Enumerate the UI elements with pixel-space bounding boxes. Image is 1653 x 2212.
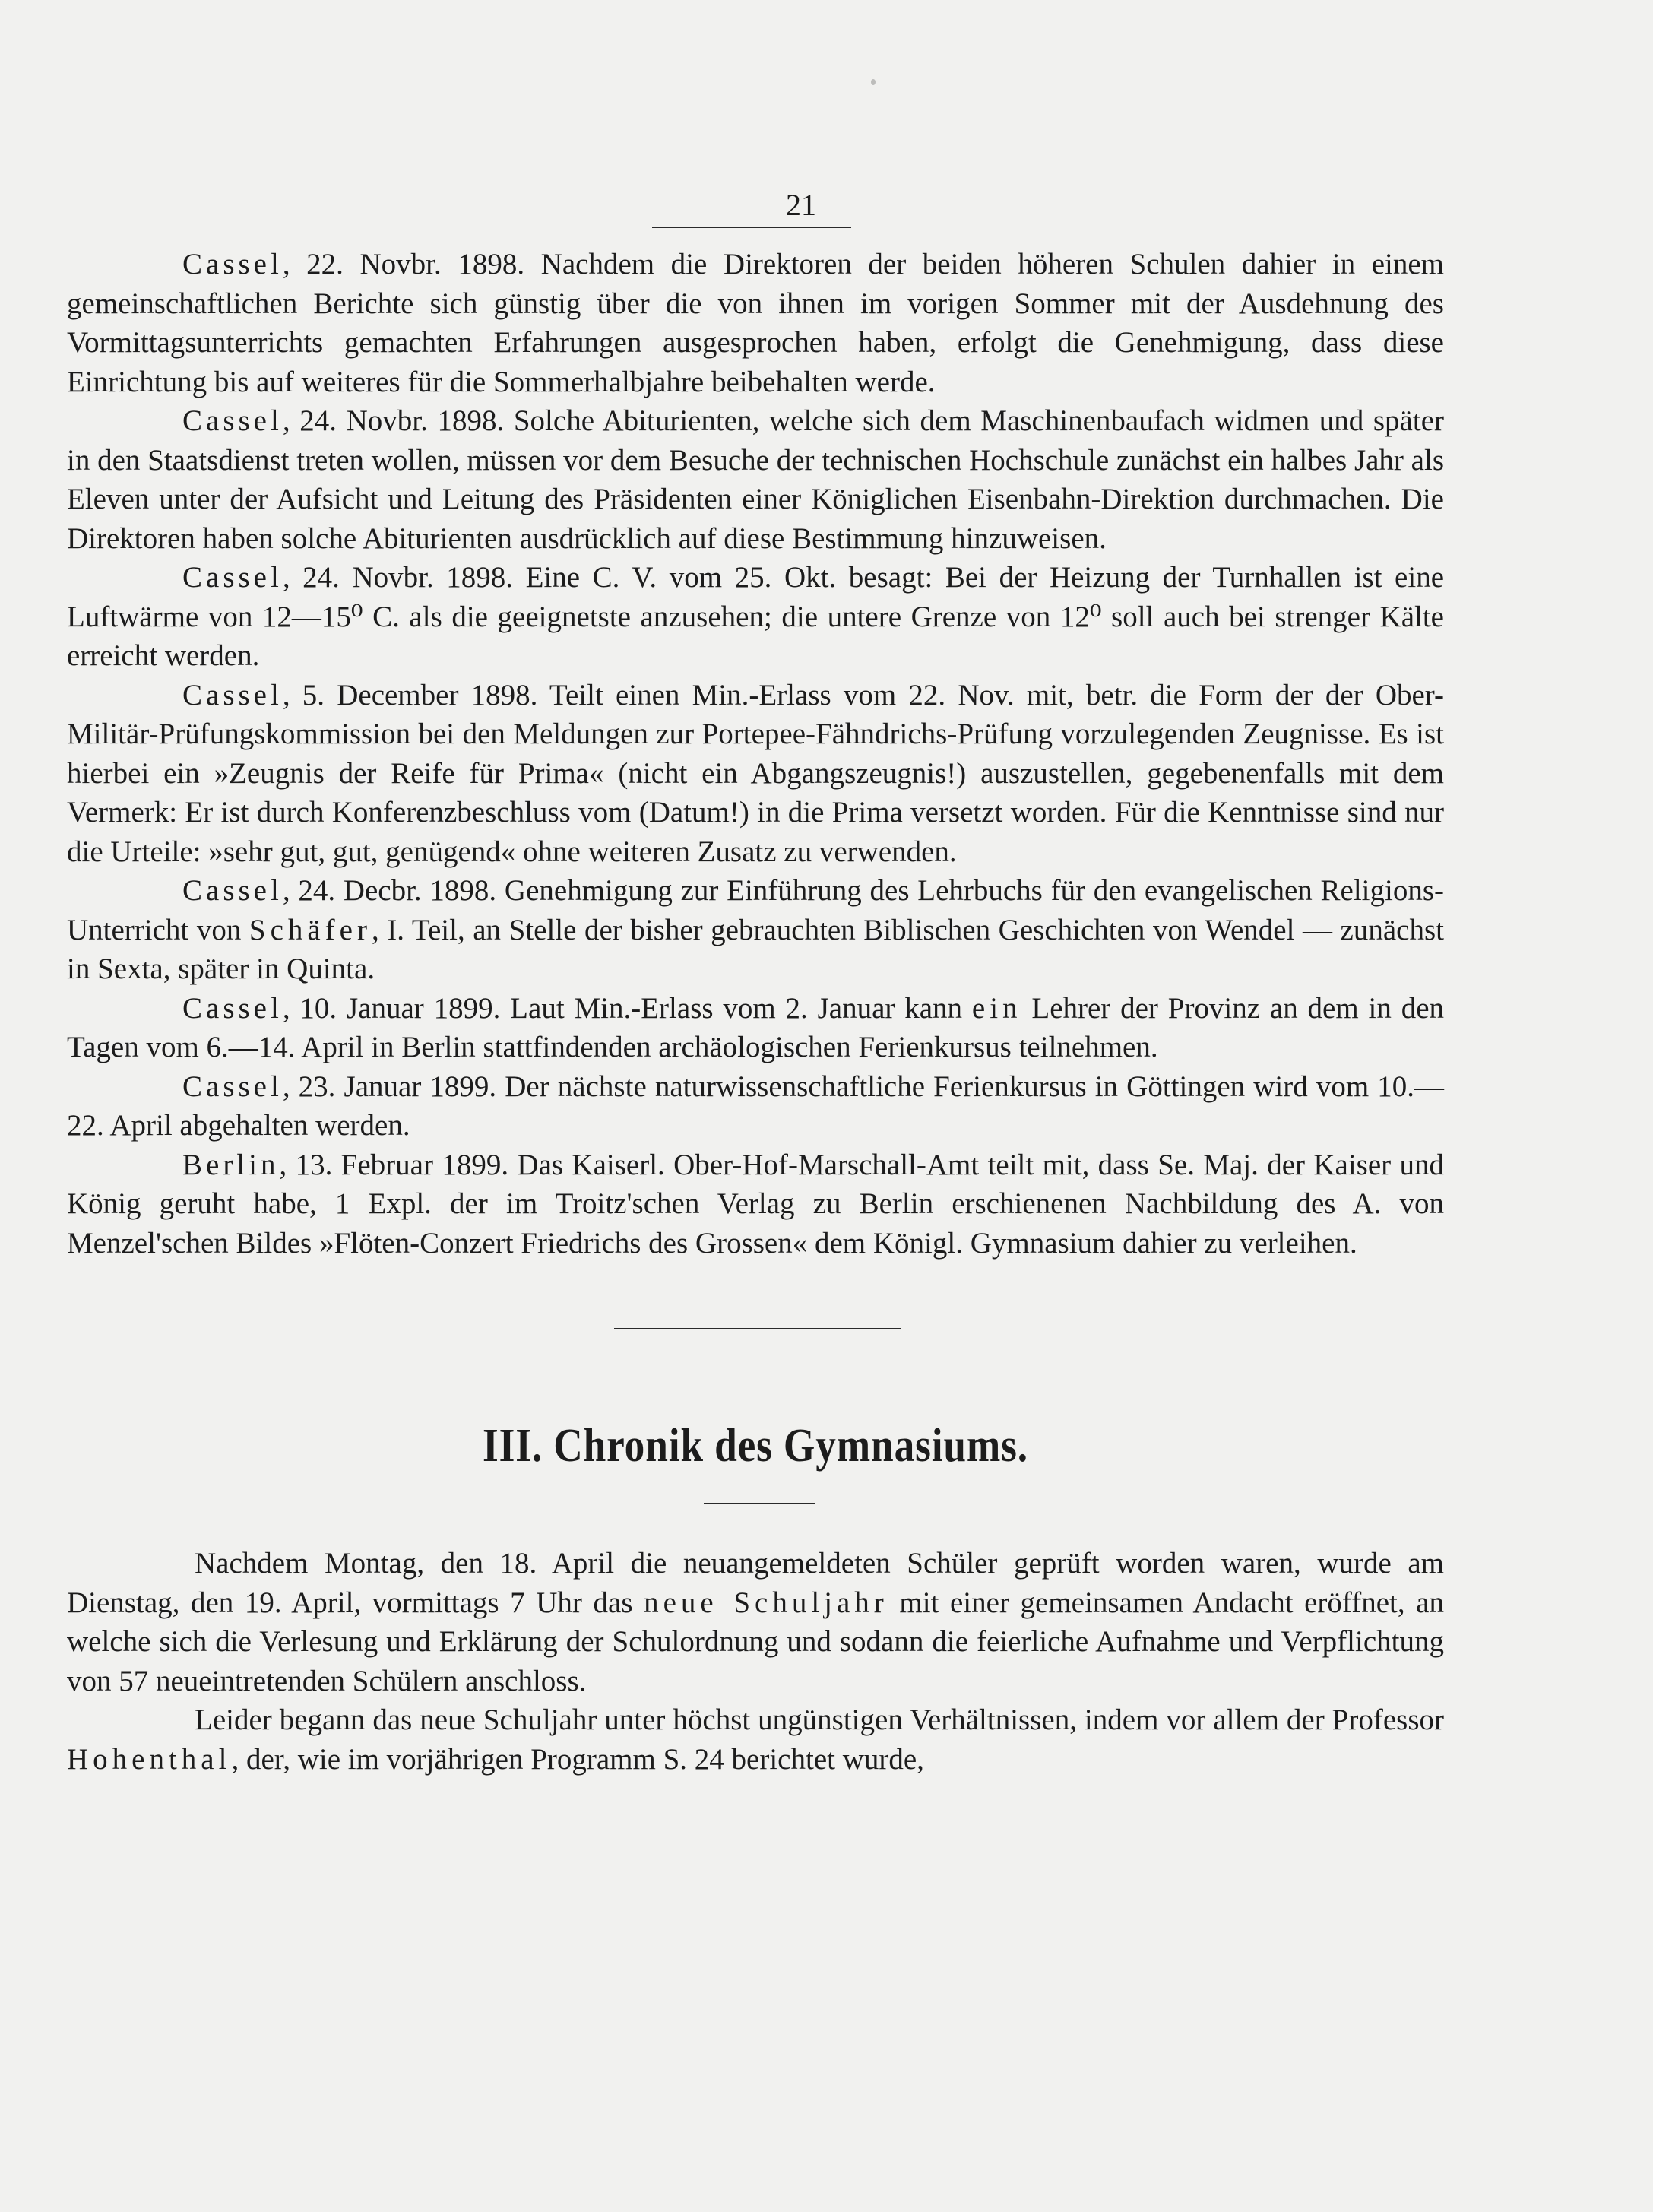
document-page xyxy=(67,190,1444,1779)
decree-place: Cassel xyxy=(182,874,283,907)
decree-place: Cassel xyxy=(182,678,283,711)
decree-paragraph xyxy=(67,245,1444,401)
section-heading: III. Chronik des Gymnasiums. xyxy=(483,1420,1028,1472)
section-divider xyxy=(614,1328,901,1329)
heading-rule xyxy=(704,1503,815,1504)
decree-text: , 10. Januar 1899. Laut Min.-Erlass vom 2. Januar kann xyxy=(282,991,972,1025)
decree-place: Cassel xyxy=(182,1070,283,1103)
decree-paragraph xyxy=(67,1146,1444,1263)
spaced-name: Schäfer xyxy=(249,913,372,946)
decree-text: , 5. December 1898. Teilt einen Min.-Erlass vom 22. Nov. mit, betr. die Form der der Ober-Militär-Prüfungskommission bei den Meldungen zur Portepee-Fähndrichs-Prüfung vorzulegenden Zeugnisse. Es ist hierbei ein »Zeugnis der Reife für Prima« (nicht ein Abgangszeugnis!) auszustellen, gegebenenfalls mit dem Vermerk: Er ist durch Konferenzbeschluss vom (Datum!) in die Prima versetzt worden. Für die Kenntnisse sind nur die Urteile: »sehr gut, gut, genügend« ohne weiteren Zusatz zu verwenden. xyxy=(67,678,1444,868)
paper-speck xyxy=(871,79,876,85)
spaced-word: ein xyxy=(971,991,1022,1025)
chronicle-text-part: Nachdem Montag, den 18. April die neuangemeldeten Schüler geprüft worden waren, wurde am Dienstag, den 19. April, vormittags 7 Uhr das xyxy=(67,1547,1444,1619)
decree-paragraph xyxy=(67,401,1444,558)
decree-place: Cassel xyxy=(182,404,283,437)
decree-text: , 24. Novbr. 1898. Eine C. V. vom 25. Okt. besagt: Bei der Heizung der Turnhallen ist eine Luftwärme von 12—15⁰ C. als die geeignetste anzusehen; die untere Grenze von 12⁰ soll auch bei strenger Kälte erreicht werden. xyxy=(67,561,1444,672)
decree-text: Lehrer der Provinz an dem in den Tagen vom 6.—14. April in Berlin stattfindenden archäologischen Ferienkursus teilnehmen. xyxy=(67,991,1445,1063)
decree-text: , 13. Februar 1899. Das Kaiserl. Ober-Hof-Marschall-Amt teilt mit, dass Se. Maj. der Kaiser und König geruht habe, 1 Expl. der im Troitz'schen Verlag zu Berlin erschienenen Nachbildung des A. von Menzel'schen Bildes »Flöten-Conzert Friedrichs des Grossen« dem Königl. Gymnasium dahier zu verleihen. xyxy=(67,1148,1444,1260)
decree-paragraph xyxy=(67,558,1444,676)
decree-text: , I. Teil, an Stelle der bisher gebrauchten Biblischen Geschichten von Wendel — zunächst in Sexta, später in Quinta. xyxy=(67,913,1444,985)
decree-text: , 22. Novbr. 1898. Nachdem die Direktoren der beiden höheren Schulen dahier in einem gemeinschaftlichen Berichte sich günstig über die von ihnen im vorigen Sommer mit der Ausdehnung des Vormittagsunterrichts gemachten Erfahrungen ausgesprochen haben, erfolgt die Genehmigung, dass diese Einrichtung bis auf weiteres für die Sommerhalbjahre beibehalten werde. xyxy=(67,248,1444,398)
decree-place: Cassel xyxy=(182,561,283,594)
decree-place: Cassel xyxy=(182,991,283,1025)
chronicle-text-part: mit einer gemeinsamen Andacht eröffnet, an welche sich die Verlesung und Erklärung der Schulordnung und sodann die feierliche Aufnahme und Verpflichtung von 57 neueintretenden Schülern anschloss. xyxy=(67,1586,1444,1697)
chronicle-paragraph xyxy=(67,1700,1444,1779)
chronicle-text xyxy=(67,1544,1444,1779)
header-rule xyxy=(652,227,851,228)
spaced-phrase: neue Schuljahr xyxy=(644,1586,888,1619)
chronicle-text-part: , der, wie im vorjährigen Programm S. 24 berichtet wurde, xyxy=(231,1742,924,1776)
decree-paragraph xyxy=(67,1067,1444,1146)
decree-place: Cassel xyxy=(182,248,283,280)
decree-place: Berlin xyxy=(182,1148,280,1181)
chronicle-text-part: Leider begann das neue Schuljahr unter höchst ungünstigen Verhältnissen, indem vor allem der Professor xyxy=(195,1703,1444,1736)
decree-text: , 23. Januar 1899. Der nächste naturwissenschaftliche Ferienkursus in Göttingen wird vom 10.—22. April abgehalten werden. xyxy=(67,1070,1444,1142)
decree-paragraph xyxy=(67,676,1444,872)
chronicle-paragraph xyxy=(67,1544,1444,1700)
decree-paragraph xyxy=(67,989,1444,1067)
decree-text: , 24. Novbr. 1898. Solche Abiturienten, welche sich dem Maschinenbaufach widmen und später in den Staatsdienst treten wollen, müssen vor dem Besuche der technischen Hochschule zunächst ein halbes Jahr als Eleven unter der Aufsicht und Leitung des Präsidenten einer Königlichen Eisenbahn-Direktion durchmachen. Die Direktoren haben solche Abiturienten ausdrücklich auf diese Bestimmung hinzuweisen. xyxy=(67,404,1444,555)
page-number: 21 xyxy=(786,188,816,222)
decree-paragraph xyxy=(67,871,1444,989)
decree-text: , 24. Decbr. 1898. Genehmigung zur Einführung des Lehrbuchs für den evangelischen Religions-Unterricht von xyxy=(67,874,1444,946)
spaced-name: Hohenthal xyxy=(67,1742,232,1776)
decree-list xyxy=(67,245,1444,1263)
